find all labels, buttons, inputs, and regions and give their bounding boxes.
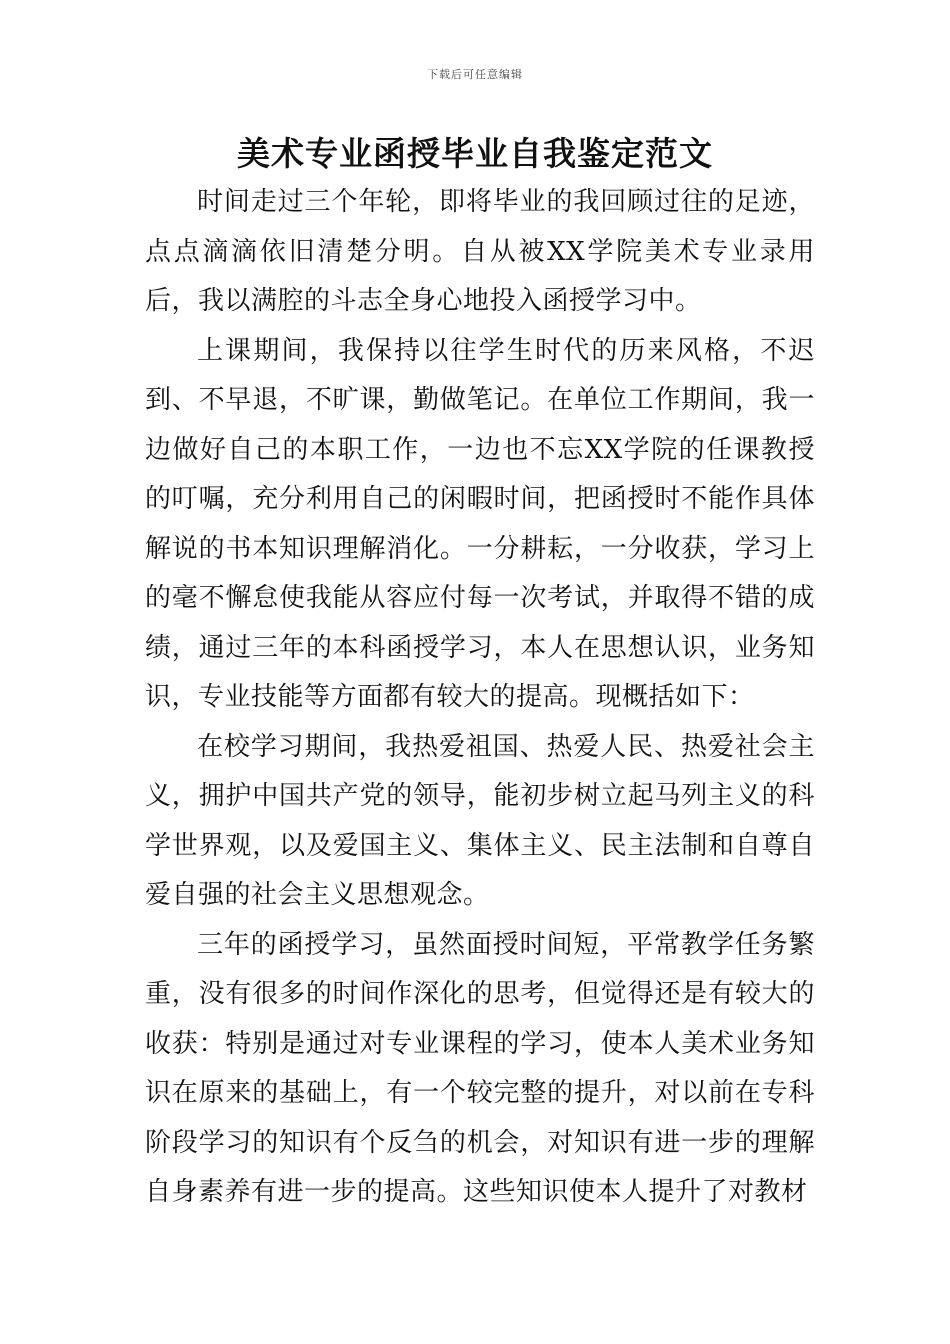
paragraph-1: 时间走过三个年轮，即将毕业的我回顾过往的足迹，点点滴滴依旧清楚分明。自从被XX学院美术专业录用后，我以满腔的斗志全身心地投入函授学习中。 xyxy=(145,187,815,316)
document-body xyxy=(145,178,815,1218)
paragraph-2: 上课期间，我保持以往学生时代的历来风格，不迟到、不早退，不旷课，勤做笔记。在单位工作期间，我一边做好自己的本职工作，一边也不忘XX学院的任课教授的叮嘱，充分利用自己的闲暇时间，把函授时不能作具体解说的书本知识理解消化。一分耕耘，一分收获，学习上的毫不懈怠使我能从容应付每一次考试，并取得不错的成绩，通过三年的本科函授学习，本人在思想认识，业务知识，专业技能等方面都有较大的提高。现概括如下： xyxy=(145,335,815,712)
document-title: 美术专业函授毕业自我鉴定范文 xyxy=(237,134,713,173)
paragraph-4: 三年的函授学习，虽然面授时间短，平常教学任务繁重，没有很多的时间作深化的思考，但觉得还是有较大的收获：特别是通过对专业课程的学习，使本人美术业务知识在原来的基础上，有一个较完整的提升，对以前在专科阶段学习的知识有个反刍的机会，对知识有进一步的理解自身素养有进一步的提高。这些知识使本人提升了对教材 xyxy=(145,929,815,1207)
paragraph-3: 在校学习期间，我热爱祖国、热爱人民、热爱社会主义，拥护中国共产党的领导，能初步树立起马列主义的科学世界观，以及爱国主义、集体主义、民主法制和自尊自爱自强的社会主义思想观念。 xyxy=(145,731,815,910)
header-note: 下载后可任意编辑 xyxy=(427,68,523,81)
